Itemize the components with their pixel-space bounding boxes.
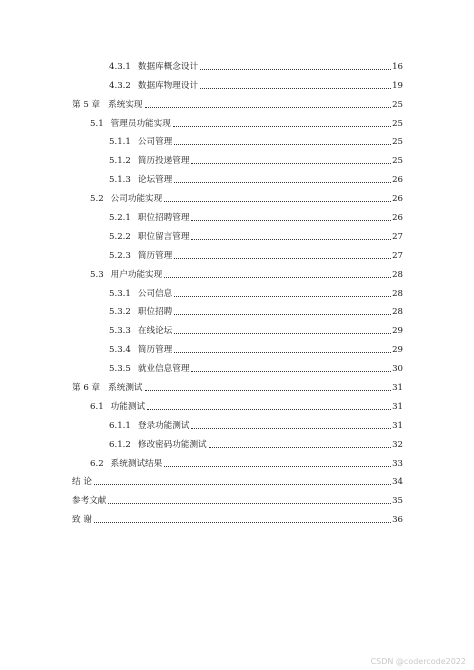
toc-entry[interactable] [72, 129, 403, 148]
dot-leader [173, 126, 391, 127]
dot-leader [191, 220, 391, 221]
watermark: CSDN @codercode2022 [370, 657, 466, 666]
toc-title: 简历投递管理 [137, 156, 190, 167]
toc-page: 26 [392, 194, 403, 205]
toc-page: 16 [392, 61, 403, 72]
toc-page: 31 [392, 420, 403, 431]
toc-title: 结 论 [72, 477, 92, 488]
toc-page: 27 [392, 250, 403, 261]
dot-leader [174, 182, 391, 183]
toc-entry[interactable] [72, 299, 403, 318]
toc-number: 第 6 章 [72, 383, 101, 394]
toc-title: 数据库概念设计 [137, 61, 199, 72]
dot-leader [191, 163, 391, 164]
dot-leader [191, 371, 391, 372]
toc-title: 就业信息管理 [137, 364, 190, 375]
toc-entry[interactable] [72, 53, 403, 72]
toc-page: 25 [392, 156, 403, 167]
toc-entry[interactable] [72, 280, 403, 299]
toc-page: 31 [392, 383, 403, 394]
dot-leader [164, 277, 391, 278]
dot-leader [174, 314, 391, 315]
toc-title: 在线论坛 [137, 326, 173, 337]
toc-page: 28 [392, 288, 403, 299]
toc-title: 系统测试 [108, 383, 143, 394]
toc-title: 参考文献 [72, 496, 107, 507]
toc-page: 26 [392, 175, 403, 186]
dot-leader [200, 88, 391, 89]
toc-title: 职位留言管理 [137, 231, 190, 242]
toc-title: 管理员功能实现 [110, 118, 171, 129]
toc-number: 5.3.4 [109, 345, 131, 356]
toc-title: 简历管理 [137, 345, 173, 356]
toc-title: 论坛管理 [137, 175, 173, 186]
toc-title: 系统实现 [108, 99, 143, 110]
toc-entry[interactable] [72, 223, 403, 242]
toc-page: 36 [392, 515, 403, 526]
dot-leader [147, 409, 391, 410]
toc-page: 29 [392, 345, 403, 356]
toc-entry[interactable] [72, 450, 403, 469]
toc-entry[interactable] [72, 242, 403, 261]
toc-entry[interactable] [72, 147, 403, 166]
toc-title: 公司功能实现 [110, 194, 163, 205]
toc-number: 5.3.5 [109, 364, 131, 375]
toc-number: 5.3 [90, 269, 104, 280]
toc-entry[interactable] [72, 72, 403, 91]
toc-number: 5.2 [90, 194, 104, 205]
toc-number: 4.3.1 [109, 61, 131, 72]
dot-leader [108, 503, 391, 504]
toc-title: 公司信息 [137, 288, 173, 299]
toc-number: 5.1.3 [109, 175, 131, 186]
toc-entry[interactable] [72, 374, 403, 393]
toc-title: 系统测试结果 [110, 458, 163, 469]
toc-number: 5.1 [90, 118, 104, 129]
toc-title: 职位招聘管理 [137, 213, 190, 224]
toc-title: 简历管理 [137, 250, 173, 261]
toc-page: 28 [392, 269, 403, 280]
dot-leader [94, 522, 391, 523]
table-of-contents [72, 53, 403, 525]
toc-page: 27 [392, 231, 403, 242]
toc-page: 25 [392, 99, 403, 110]
toc-number: 6.2 [90, 458, 104, 469]
toc-number: 5.3.2 [109, 307, 131, 318]
toc-title: 功能测试 [110, 401, 146, 412]
toc-title: 修改密码功能测试 [137, 439, 207, 450]
toc-number: 5.2.2 [109, 231, 131, 242]
toc-entry[interactable] [72, 91, 403, 110]
toc-title: 致 谢 [72, 515, 92, 526]
dot-leader [145, 390, 392, 391]
toc-entry[interactable] [72, 317, 403, 336]
toc-number: 第 5 章 [72, 99, 101, 110]
toc-page: 26 [392, 213, 403, 224]
toc-page: 31 [392, 401, 403, 412]
toc-entry[interactable] [72, 469, 403, 488]
toc-number: 5.1.1 [109, 137, 131, 148]
toc-number: 6.1.1 [109, 420, 131, 431]
toc-number: 4.3.2 [109, 80, 131, 91]
dot-leader [164, 466, 391, 467]
toc-title: 登录功能测试 [137, 420, 190, 431]
dot-leader [94, 484, 391, 485]
dot-leader [191, 428, 391, 429]
dot-leader [174, 258, 391, 259]
dot-leader [191, 239, 391, 240]
toc-page: 32 [392, 439, 403, 450]
toc-title: 职位招聘 [137, 307, 173, 318]
toc-entry[interactable] [72, 185, 403, 204]
toc-number: 6.1 [90, 401, 104, 412]
toc-page: 29 [392, 326, 403, 337]
toc-entry[interactable] [72, 393, 403, 412]
toc-title: 用户功能实现 [110, 269, 163, 280]
toc-page: 19 [392, 80, 403, 91]
toc-entry[interactable] [72, 166, 403, 185]
dot-leader [209, 447, 391, 448]
dot-leader [174, 296, 391, 297]
dot-leader [164, 201, 391, 202]
dot-leader [174, 144, 391, 145]
toc-entry[interactable] [72, 204, 403, 223]
toc-entry[interactable] [72, 412, 403, 431]
toc-entry[interactable] [72, 110, 403, 129]
toc-page: 33 [392, 458, 403, 469]
toc-page: 30 [392, 364, 403, 375]
toc-number: 5.3.1 [109, 288, 131, 299]
toc-entry[interactable] [72, 431, 403, 450]
toc-entry[interactable] [72, 355, 403, 374]
toc-entry[interactable] [72, 506, 403, 525]
toc-entry[interactable] [72, 336, 403, 355]
toc-number: 5.2.1 [109, 213, 131, 224]
dot-leader [174, 333, 391, 334]
toc-number: 5.2.3 [109, 250, 131, 261]
toc-entry[interactable] [72, 487, 403, 506]
toc-page: 34 [392, 477, 403, 488]
toc-page: 25 [392, 118, 403, 129]
dot-leader [200, 69, 391, 70]
dot-leader [174, 352, 391, 353]
toc-title: 数据库物理设计 [137, 80, 199, 91]
toc-number: 5.3.3 [109, 326, 131, 337]
toc-entry[interactable] [72, 261, 403, 280]
toc-page: 25 [392, 137, 403, 148]
toc-number: 5.1.2 [109, 156, 131, 167]
toc-page: 35 [392, 496, 403, 507]
dot-leader [145, 107, 392, 108]
toc-page: 28 [392, 307, 403, 318]
toc-number: 6.1.2 [109, 439, 131, 450]
toc-title: 公司管理 [137, 137, 173, 148]
